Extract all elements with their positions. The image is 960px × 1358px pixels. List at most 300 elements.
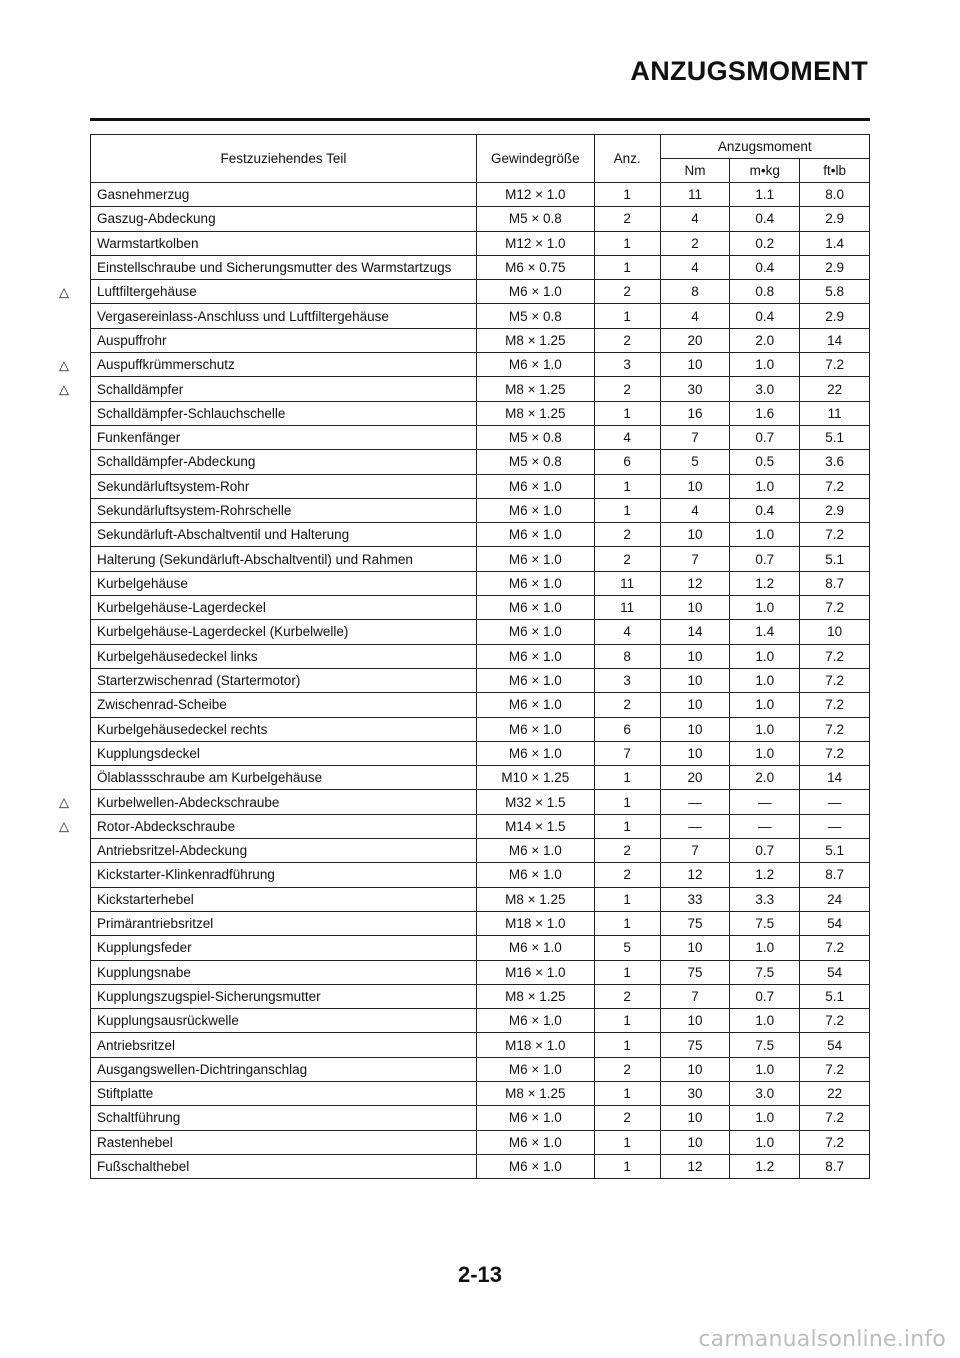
table-row — [91, 1154, 870, 1178]
thread-cell: M6 × 1.0 — [476, 741, 594, 765]
table-row — [91, 231, 870, 255]
thread-cell: M6 × 1.0 — [476, 280, 594, 304]
part-name: Kupplungszugspiel-Sicherungsmutter — [97, 988, 321, 1004]
mkg-cell: 3.0 — [730, 377, 800, 401]
part-name: Sekundärluftsystem-Rohrschelle — [97, 503, 292, 518]
torque-table — [59, 134, 870, 1179]
table-row — [91, 839, 870, 863]
qty-cell: 1 — [594, 498, 660, 522]
thread-cell: M5 × 0.8 — [476, 450, 594, 474]
part-name: Vergasereinlass-Anschluss und Luftfiltergehäuse — [97, 308, 389, 324]
part-cell — [91, 401, 477, 425]
nm-cell: 11 — [660, 183, 730, 207]
part-cell — [91, 231, 477, 255]
thread-cell: M6 × 1.0 — [476, 596, 594, 620]
ftlb-cell: 54 — [800, 960, 870, 984]
qty-cell: 6 — [594, 450, 660, 474]
header-mkg: m•kg — [730, 159, 800, 183]
thread-cell: M10 × 1.25 — [476, 766, 594, 790]
part-cell — [91, 863, 477, 887]
thread-cell: M8 × 1.25 — [476, 887, 594, 911]
nm-cell: 33 — [660, 887, 730, 911]
triangle-marker-icon: △ — [59, 381, 69, 397]
thread-cell: M18 × 1.0 — [476, 911, 594, 935]
part-cell — [91, 766, 477, 790]
nm-cell: 7 — [660, 547, 730, 571]
part-name: Schalldämpfer-Schlauchschelle — [97, 405, 286, 421]
ftlb-cell: 14 — [800, 766, 870, 790]
part-name: Antriebsritzel — [97, 1037, 176, 1053]
qty-cell: 1 — [594, 766, 660, 790]
ftlb-cell: 7.2 — [800, 474, 870, 498]
part-cell — [91, 1057, 477, 1081]
thread-cell: M8 × 1.25 — [476, 328, 594, 352]
part-cell — [91, 523, 477, 547]
mkg-cell: 1.1 — [730, 183, 800, 207]
nm-cell: 10 — [660, 596, 730, 620]
thread-cell: M12 × 1.0 — [476, 183, 594, 207]
part-cell — [91, 1009, 477, 1033]
header-ftlb: ft•lb — [800, 159, 870, 183]
qty-cell: 11 — [594, 596, 660, 620]
table-row — [91, 474, 870, 498]
table-row — [91, 401, 870, 425]
mkg-cell: 0.7 — [730, 839, 800, 863]
ftlb-cell: 11 — [800, 401, 870, 425]
thread-cell: M6 × 1.0 — [476, 863, 594, 887]
mkg-cell: 7.5 — [730, 911, 800, 935]
header-thread: Gewindegröße — [476, 135, 594, 183]
mkg-cell: 0.4 — [730, 304, 800, 328]
table-row — [91, 523, 870, 547]
qty-cell: 6 — [594, 717, 660, 741]
nm-cell: — — [660, 790, 730, 814]
thread-cell: M8 × 1.25 — [476, 401, 594, 425]
ftlb-cell: 5.1 — [800, 984, 870, 1008]
part-cell — [91, 498, 477, 522]
mkg-cell: 3.0 — [730, 1081, 800, 1105]
nm-cell: 14 — [660, 620, 730, 644]
qty-cell: 2 — [594, 1106, 660, 1130]
part-cell — [91, 183, 477, 207]
watermark: carmanualsonline.info — [698, 1327, 946, 1352]
table-row — [91, 255, 870, 279]
part-cell — [91, 571, 477, 595]
ftlb-cell: 2.9 — [800, 207, 870, 231]
nm-cell: 12 — [660, 571, 730, 595]
qty-cell: 3 — [594, 353, 660, 377]
thread-cell: M8 × 1.25 — [476, 1081, 594, 1105]
table-row — [91, 644, 870, 668]
table-row — [91, 328, 870, 352]
mkg-cell: 1.0 — [730, 523, 800, 547]
part-name: Sekundärluftsystem-Rohr — [97, 478, 250, 494]
header-torque: Anzugsmoment — [660, 135, 869, 159]
qty-cell: 1 — [594, 790, 660, 814]
thread-cell: M6 × 1.0 — [476, 839, 594, 863]
part-name: Starterzwischenrad (Startermotor) — [97, 673, 301, 689]
mkg-cell: 2.0 — [730, 328, 800, 352]
part-name: Einstellschraube und Sicherungsmutter des Warmstartzugs — [97, 260, 452, 276]
ftlb-cell: 7.2 — [800, 693, 870, 717]
table-row — [91, 1009, 870, 1033]
ftlb-cell: 8.7 — [800, 571, 870, 595]
nm-cell: 4 — [660, 304, 730, 328]
thread-cell: M6 × 1.0 — [476, 498, 594, 522]
qty-cell: 2 — [594, 1057, 660, 1081]
part-name: Schalldämpfer-Abdeckung — [97, 454, 256, 470]
thread-cell: M6 × 1.0 — [476, 693, 594, 717]
thread-cell: M6 × 1.0 — [476, 571, 594, 595]
nm-cell: 10 — [660, 717, 730, 741]
ftlb-cell: 7.2 — [800, 1106, 870, 1130]
qty-cell: 4 — [594, 425, 660, 449]
part-name: Schaltführung — [97, 1110, 181, 1126]
part-cell — [91, 1130, 477, 1154]
nm-cell: 8 — [660, 280, 730, 304]
table-row — [91, 984, 870, 1008]
ftlb-cell: 14 — [800, 328, 870, 352]
nm-cell: 20 — [660, 328, 730, 352]
part-cell — [91, 474, 477, 498]
mkg-cell: 1.0 — [730, 644, 800, 668]
ftlb-cell: 8.7 — [800, 1154, 870, 1178]
thread-cell: M6 × 1.0 — [476, 1009, 594, 1033]
ftlb-cell: — — [800, 790, 870, 814]
ftlb-cell: 1.4 — [800, 231, 870, 255]
qty-cell: 2 — [594, 984, 660, 1008]
part-cell — [91, 304, 477, 328]
part-name: Funkenfänger — [97, 430, 181, 446]
part-name: Warmstartkolben — [97, 235, 199, 251]
table-row — [91, 353, 870, 377]
nm-cell: 10 — [660, 1106, 730, 1130]
part-cell — [91, 644, 477, 668]
qty-cell: 8 — [594, 644, 660, 668]
ftlb-cell: 7.2 — [800, 1130, 870, 1154]
thread-cell: M8 × 1.25 — [476, 377, 594, 401]
qty-cell: 2 — [594, 547, 660, 571]
part-name: Auspuffkrümmerschutz — [97, 357, 235, 373]
thread-cell: M5 × 0.8 — [476, 425, 594, 449]
part-cell — [91, 596, 477, 620]
part-cell — [91, 668, 477, 692]
nm-cell: 2 — [660, 231, 730, 255]
part-name: Auspuffrohr — [97, 332, 167, 348]
part-name: Kupplungsdeckel — [97, 745, 200, 761]
nm-cell: 10 — [660, 644, 730, 668]
qty-cell: 1 — [594, 960, 660, 984]
mkg-cell: 1.2 — [730, 863, 800, 887]
part-cell — [59, 377, 477, 401]
nm-cell: 10 — [660, 1057, 730, 1081]
thread-cell: M6 × 1.0 — [476, 353, 594, 377]
nm-cell: 20 — [660, 766, 730, 790]
nm-cell: 4 — [660, 255, 730, 279]
mkg-cell: 1.2 — [730, 1154, 800, 1178]
mkg-cell: 1.6 — [730, 401, 800, 425]
mkg-cell: — — [730, 790, 800, 814]
part-name: Antriebsritzel-Abdeckung — [97, 843, 248, 859]
mkg-cell: 1.0 — [730, 1009, 800, 1033]
part-name: Kurbelgehäuse-Lagerdeckel (Kurbelwelle) — [97, 624, 349, 640]
part-cell — [59, 280, 477, 304]
part-cell — [91, 984, 477, 1008]
thread-cell: M32 × 1.5 — [476, 790, 594, 814]
part-name: Gaszug-Abdeckung — [97, 211, 216, 227]
table-row — [91, 1057, 870, 1081]
part-name: Gasnehmerzug — [97, 187, 190, 203]
thread-cell: M5 × 0.8 — [476, 304, 594, 328]
part-name: Stiftplatte — [97, 1086, 154, 1102]
part-cell — [91, 741, 477, 765]
qty-cell: 2 — [594, 328, 660, 352]
qty-cell: 1 — [594, 1081, 660, 1105]
nm-cell: 30 — [660, 377, 730, 401]
qty-cell: 1 — [594, 1009, 660, 1033]
table-row — [91, 887, 870, 911]
ftlb-cell: 24 — [800, 887, 870, 911]
triangle-marker-icon: △ — [59, 284, 69, 300]
qty-cell: 1 — [594, 911, 660, 935]
qty-cell: 1 — [594, 231, 660, 255]
qty-cell: 7 — [594, 741, 660, 765]
nm-cell: 10 — [660, 1009, 730, 1033]
mkg-cell: 1.2 — [730, 571, 800, 595]
qty-cell: 1 — [594, 814, 660, 838]
mkg-cell: 1.0 — [730, 1106, 800, 1130]
thread-cell: M12 × 1.0 — [476, 231, 594, 255]
part-cell — [91, 1154, 477, 1178]
part-name: Sekundärluft-Abschaltventil und Halterung — [97, 527, 350, 543]
part-name: Kickstarterhebel — [97, 891, 194, 907]
page-number: 2-13 — [457, 1262, 503, 1287]
mkg-cell: 0.5 — [730, 450, 800, 474]
ftlb-cell: 7.2 — [800, 1057, 870, 1081]
part-name: Kupplungsfeder — [97, 940, 192, 956]
thread-cell: M8 × 1.25 — [476, 984, 594, 1008]
thread-cell: M6 × 1.0 — [476, 644, 594, 668]
ftlb-cell: 54 — [800, 911, 870, 935]
mkg-cell: 1.0 — [730, 474, 800, 498]
table-header — [91, 135, 870, 183]
qty-cell: 2 — [594, 839, 660, 863]
table-row — [91, 571, 870, 595]
part-name: Kurbelgehäusedeckel links — [97, 648, 258, 664]
part-name: Ausgangswellen-Dichtringanschlag — [97, 1061, 308, 1077]
qty-cell: 2 — [594, 377, 660, 401]
table-row — [91, 450, 870, 474]
ftlb-cell: 7.2 — [800, 936, 870, 960]
qty-cell: 1 — [594, 887, 660, 911]
table-row — [91, 547, 870, 571]
part-cell — [91, 839, 477, 863]
thread-cell: M14 × 1.5 — [476, 814, 594, 838]
part-name: Ölablassschraube am Kurbelgehäuse — [97, 770, 323, 786]
part-cell — [91, 717, 477, 741]
table-row — [91, 1033, 870, 1057]
qty-cell: 2 — [594, 523, 660, 547]
part-cell — [91, 450, 477, 474]
ftlb-cell: 7.2 — [800, 523, 870, 547]
ftlb-cell: 7.2 — [800, 741, 870, 765]
part-cell — [91, 693, 477, 717]
ftlb-cell: 54 — [800, 1033, 870, 1057]
table-row — [91, 814, 870, 838]
header-qty: Anz. — [594, 135, 660, 183]
part-cell — [91, 620, 477, 644]
part-name: Kurbelgehäuse-Lagerdeckel — [97, 600, 266, 616]
nm-cell: 4 — [660, 207, 730, 231]
mkg-cell: 1.0 — [730, 693, 800, 717]
mkg-cell: 1.0 — [730, 1057, 800, 1081]
part-name: Kupplungsnabe — [97, 964, 191, 980]
qty-cell: 2 — [594, 863, 660, 887]
qty-cell: 1 — [594, 255, 660, 279]
mkg-cell: 1.4 — [730, 620, 800, 644]
part-name: Kupplungsausrückwelle — [97, 1013, 239, 1029]
part-cell — [91, 936, 477, 960]
ftlb-cell: 5.1 — [800, 425, 870, 449]
nm-cell: 10 — [660, 693, 730, 717]
table-row — [91, 498, 870, 522]
triangle-marker-icon: △ — [59, 794, 69, 810]
ftlb-cell: 8.7 — [800, 863, 870, 887]
mkg-cell: 7.5 — [730, 960, 800, 984]
thread-cell: M18 × 1.0 — [476, 1033, 594, 1057]
title-divider — [90, 118, 870, 121]
thread-cell: M6 × 1.0 — [476, 547, 594, 571]
mkg-cell: 1.0 — [730, 1130, 800, 1154]
part-name: Fußschalthebel — [97, 1159, 190, 1175]
ftlb-cell: 8.0 — [800, 183, 870, 207]
nm-cell: — — [660, 814, 730, 838]
thread-cell: M6 × 1.0 — [476, 717, 594, 741]
ftlb-cell: 22 — [800, 1081, 870, 1105]
thread-cell: M6 × 1.0 — [476, 474, 594, 498]
thread-cell: M6 × 1.0 — [476, 1106, 594, 1130]
ftlb-cell: 10 — [800, 620, 870, 644]
qty-cell: 3 — [594, 668, 660, 692]
nm-cell: 75 — [660, 911, 730, 935]
table-row — [91, 1130, 870, 1154]
part-name: Rotor-Abdeckschraube — [97, 818, 236, 834]
ftlb-cell: 7.2 — [800, 353, 870, 377]
table-row — [91, 1081, 870, 1105]
page-title: ANZUGSMOMENT — [630, 56, 868, 86]
nm-cell: 10 — [660, 936, 730, 960]
part-name: Rastenhebel — [97, 1134, 173, 1150]
part-name: Schalldämpfer — [97, 381, 184, 397]
mkg-cell: 1.0 — [730, 741, 800, 765]
table-row — [91, 741, 870, 765]
mkg-cell: 1.0 — [730, 353, 800, 377]
part-cell — [91, 425, 477, 449]
qty-cell: 2 — [594, 207, 660, 231]
part-name: Kickstarter-Klinkenradführung — [97, 867, 275, 883]
part-cell — [91, 1033, 477, 1057]
ftlb-cell: 5.8 — [800, 280, 870, 304]
thread-cell: M16 × 1.0 — [476, 960, 594, 984]
part-name: Kurbelwellen-Abdeckschraube — [97, 794, 280, 810]
nm-cell: 4 — [660, 498, 730, 522]
mkg-cell: 0.2 — [730, 231, 800, 255]
table-row — [91, 1106, 870, 1130]
header-part: Festzuziehendes Teil — [91, 135, 477, 183]
table-row — [91, 863, 870, 887]
mkg-cell: 3.3 — [730, 887, 800, 911]
nm-cell: 10 — [660, 741, 730, 765]
ftlb-cell: 22 — [800, 377, 870, 401]
mkg-cell: 1.0 — [730, 596, 800, 620]
ftlb-cell: 3.6 — [800, 450, 870, 474]
ftlb-cell: — — [800, 814, 870, 838]
part-cell — [91, 960, 477, 984]
nm-cell: 10 — [660, 523, 730, 547]
table-row — [91, 766, 870, 790]
mkg-cell: 0.4 — [730, 207, 800, 231]
mkg-cell: 0.7 — [730, 984, 800, 1008]
table-row — [91, 304, 870, 328]
triangle-marker-icon: △ — [59, 818, 69, 834]
qty-cell: 11 — [594, 571, 660, 595]
nm-cell: 75 — [660, 960, 730, 984]
nm-cell: 10 — [660, 474, 730, 498]
thread-cell: M6 × 1.0 — [476, 1130, 594, 1154]
part-name: Kurbelgehäuse — [97, 575, 188, 591]
qty-cell: 1 — [594, 1033, 660, 1057]
thread-cell: M5 × 0.8 — [476, 207, 594, 231]
thread-cell: M6 × 1.0 — [476, 620, 594, 644]
mkg-cell: 0.4 — [730, 498, 800, 522]
triangle-marker-icon: △ — [59, 357, 69, 373]
part-name: Halterung (Sekundärluft-Abschaltventil) und Rahmen — [97, 551, 413, 567]
table-row — [91, 693, 870, 717]
ftlb-cell: 7.2 — [800, 596, 870, 620]
ftlb-cell: 5.1 — [800, 839, 870, 863]
nm-cell: 10 — [660, 668, 730, 692]
nm-cell: 30 — [660, 1081, 730, 1105]
thread-cell: M6 × 1.0 — [476, 936, 594, 960]
table-row — [91, 377, 870, 401]
ftlb-cell: 2.9 — [800, 304, 870, 328]
qty-cell: 1 — [594, 401, 660, 425]
thread-cell: M6 × 1.0 — [476, 1057, 594, 1081]
table-row — [91, 596, 870, 620]
part-cell — [91, 1081, 477, 1105]
part-cell — [91, 1106, 477, 1130]
ftlb-cell: 2.9 — [800, 498, 870, 522]
nm-cell: 7 — [660, 425, 730, 449]
part-name: Kurbelgehäusedeckel rechts — [97, 721, 268, 737]
nm-cell: 75 — [660, 1033, 730, 1057]
table-row — [91, 960, 870, 984]
table-row — [91, 790, 870, 814]
mkg-cell: 0.4 — [730, 255, 800, 279]
qty-cell: 2 — [594, 693, 660, 717]
qty-cell: 2 — [594, 280, 660, 304]
mkg-cell: 0.8 — [730, 280, 800, 304]
part-cell — [91, 911, 477, 935]
thread-cell: M6 × 0.75 — [476, 255, 594, 279]
nm-cell: 7 — [660, 984, 730, 1008]
header-nm: Nm — [660, 159, 730, 183]
qty-cell: 1 — [594, 183, 660, 207]
qty-cell: 1 — [594, 474, 660, 498]
ftlb-cell: 5.1 — [800, 547, 870, 571]
nm-cell: 12 — [660, 1154, 730, 1178]
ftlb-cell: 7.2 — [800, 668, 870, 692]
